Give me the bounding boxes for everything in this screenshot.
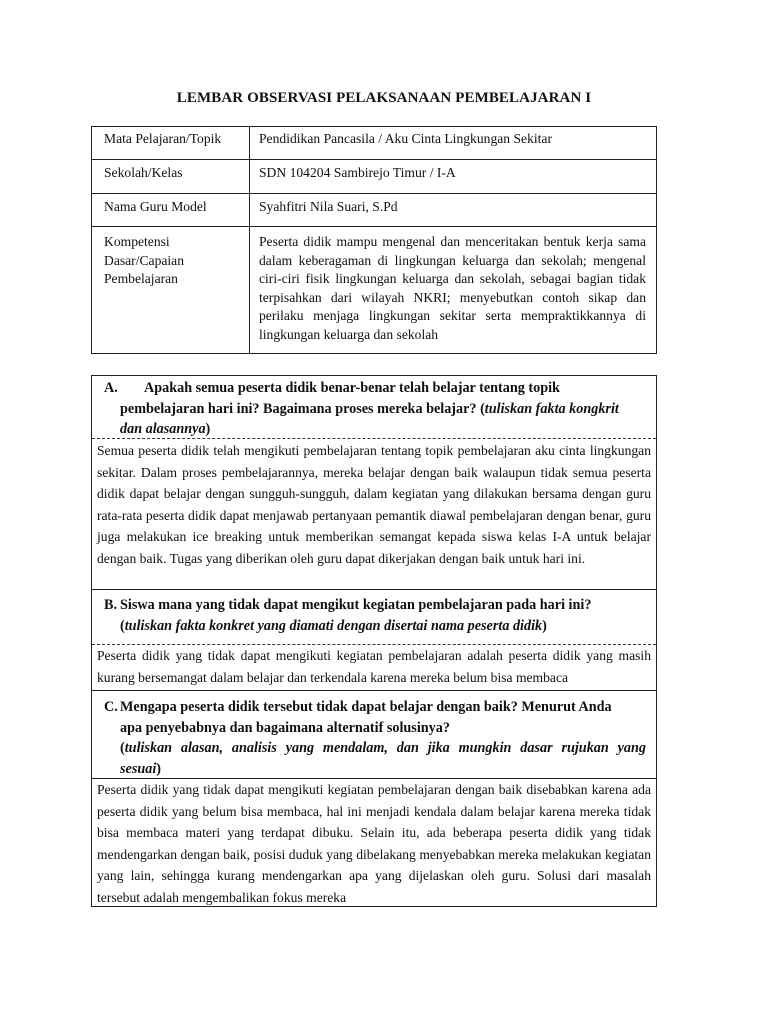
answer-b: Peserta didik yang tidak dapat mengikuti kegiatan pembelajaran adalah peserta didik yang masih kurang bersemangat dalam belajar dan terkendala karena mereka belum bisa membaca [97, 648, 651, 685]
divider [92, 438, 656, 439]
question-hint: tuliskan fakta kongkrit [484, 400, 619, 417]
info-row-competency [92, 227, 657, 354]
info-value: SDN 104204 Sambirejo Timur / I-A [250, 160, 657, 194]
info-table [91, 126, 657, 354]
question-marker: C. [104, 699, 118, 715]
question-text: Mengapa peserta didik tersebut tidak dapat belajar dengan baik? Menurut Anda [120, 699, 612, 715]
info-value: Syahfitri Nila Suari, S.Pd [250, 194, 657, 227]
answer-c: Peserta didik yang tidak dapat mengikuti kegiatan pembelajaran dengan baik disebabkan karena ada peserta didik yang belum bisa membaca, hal ini menjadi kendala dalam belajar karena mereka tidak bisa membaca materi yang terdapat dibuku. Selain itu, ada beberapa peserta didik yang tidak mendengarkan dengan baik, posisi duduk yang dibelakang menyebabkan mereka melakukan kegiatan yang lain, sehingga kurang mendengarkan apa yang dijelaskan oleh guru. Solusi dari masalah tersebut adalah mengembalikan fokus mereka [97, 782, 651, 905]
question-c: C. Mengapa peserta didik tersebut tidak dapat belajar dengan baik? Menurut Anda apa penyebabnya dan bagaimana alternatif solusinya? (tuliskan alasan, analisis yang mendalam, dan jika mungkin dasar rujukan yang sesuai) [104, 699, 646, 777]
answer-a: Semua peserta didik telah mengikuti pembelajaran tentang topik pembelajaran aku cinta lingkungan sekitar. Dalam proses pembelajarannya, mereka belajar dengan baik walaupun tidak semua peserta didik dapat belajar dengan sungguh-sungguh, dalam kegiatan yang dilakukan bersama dengan guru rata-rata peserta didik dapat menjawab pertanyaan pemantik diawal pembelajaran dengan benar, guru juga melakukan ice breaking untuk memberikan semangat kepada siswa kelas I-A untuk belajar dengan baik. Tugas yang diberikan oleh guru dapat dikerjakan dengan baik untuk hari ini. [97, 443, 651, 566]
question-text: apa penyebabnya dan bagaimana alternatif solusinya? [120, 719, 450, 736]
question-hint: sesuai [120, 760, 157, 777]
question-hint: tuliskan alasan, analisis yang mendalam, dan jika mungkin dasar rujukan yang [124, 740, 646, 756]
info-row-school [92, 160, 657, 194]
info-row-subject [92, 127, 657, 160]
info-label: Mata Pelajaran/Topik [92, 127, 250, 160]
question-a: A. Apakah semua peserta didik benar-benar telah belajar tentang topik pembelajaran hari ini? Bagaimana proses mereka belajar? (tuliskan fakta kongkrit dan alasannya) [104, 380, 619, 437]
question-text: pembelajaran hari ini? Bagaimana proses mereka belajar? ( [120, 400, 485, 417]
question-marker: B. [104, 597, 118, 613]
info-value: Peserta didik mampu mengenal dan menceritakan bentuk kerja sama dalam keberagaman di lingkungan keluarga dan sekolah; mengenal ciri-ciri fisik lingkungan keluarga dan sekolah, sebagai bagian tidak terpisahkan dari wilayah NKRI; menyebutkan contoh sikap dan perilaku menjaga lingkungan sekitar serta mempraktikkannya di lingkungan keluarga dan sekolah [250, 227, 657, 354]
info-label: Sekolah/Kelas [92, 160, 250, 194]
divider [92, 690, 656, 691]
observation-box [91, 375, 657, 907]
info-value: Pendidikan Pancasila / Aku Cinta Lingkungan Sekitar [250, 127, 657, 160]
info-row-teacher [92, 194, 657, 227]
question-hint: dan alasannya [120, 421, 206, 437]
question-text: Apakah semua peserta didik benar-benar telah belajar tentang topik [144, 380, 560, 396]
document-title: LEMBAR OBSERVASI PELAKSANAAN PEMBELAJARAN I [176, 90, 592, 106]
info-label: Nama Guru Model [92, 194, 250, 227]
question-b: B. Siswa mana yang tidak dapat mengikut kegiatan pembelajaran pada hari ini? (tuliskan fakta konkret yang diamati dengan disertai nama peserta didik) [104, 597, 592, 634]
question-text: Siswa mana yang tidak dapat mengikut kegiatan pembelajaran pada hari ini? [120, 597, 592, 613]
question-hint: tuliskan fakta konkret yang diamati dengan disertai nama peserta didik [124, 617, 543, 634]
divider [92, 589, 656, 590]
question-marker: A. [104, 380, 118, 396]
info-label: Kompetensi Dasar/Capaian Pembelajaran [92, 227, 250, 354]
